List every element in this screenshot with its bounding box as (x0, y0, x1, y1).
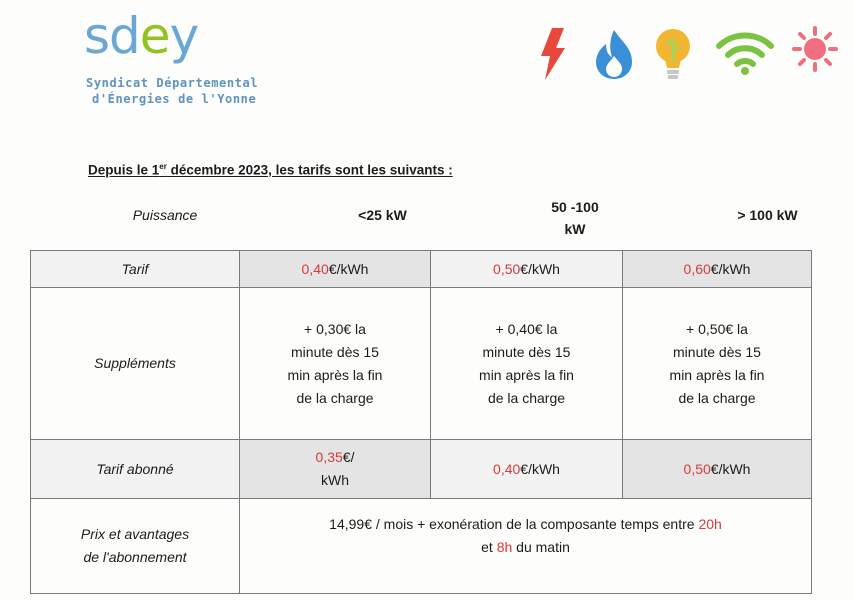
row-label-tarif: Tarif (31, 251, 240, 288)
table-row-abonnement (31, 499, 812, 594)
table-row-tarif (31, 251, 812, 288)
cell-supplements-c3: + 0,50€ la minute dès 15 min après la fin de la charge (623, 288, 812, 440)
logo-wordmark: sdey (84, 7, 199, 65)
cell-tarif-c3: 0,60€/kWh (623, 251, 812, 288)
cell-abonnement-details: 14,99€ / mois + exonération de la composante temps entre 20h et 8h du matin (240, 499, 812, 594)
header-50-100kw: 50 -100 kW (551, 199, 599, 237)
cell-supplements-c1: + 0,30€ la minute dès 15 min après la fin de la charge (240, 288, 431, 440)
cell-tarif-abonne-c1: 0,35€/ kWh (240, 440, 431, 499)
energy-icons (530, 26, 840, 86)
wifi-icon (715, 26, 775, 76)
header-under-25kw: <25 kW (358, 207, 407, 223)
sdey-logo (84, 7, 274, 110)
lightbulb-icon (652, 26, 694, 84)
sun-icon (792, 26, 838, 72)
header-puissance: Puissance (132, 207, 198, 223)
table-row-supplements (31, 288, 812, 440)
header-over-100kw: > 100 kW (737, 207, 798, 223)
cell-tarif-c1: 0,40€/kWh (240, 251, 431, 288)
cell-tarif-abonne-c2: 0,40€/kWh (431, 440, 623, 499)
row-label-abonnement: Prix et avantages de l'abonnement (31, 499, 240, 594)
row-label-supplements: Suppléments (31, 288, 240, 440)
lightning-icon (538, 26, 568, 82)
cell-supplements-c2: + 0,40€ la minute dès 15 min après la fin de la charge (431, 288, 623, 440)
logo-subtitle-line1: Syndicat Départemental (86, 76, 259, 90)
row-label-tarif-abonne: Tarif abonné (31, 440, 240, 499)
cell-tarif-abonne-c3: 0,50€/kWh (623, 440, 812, 499)
logo-subtitle-line2: d'Énergies de l'Yonne (92, 92, 257, 106)
table-row-tarif-abonne (31, 440, 812, 499)
tariffs-heading: Depuis le 1er décembre 2023, les tarifs sont les suivants : (88, 162, 453, 178)
flame-icon (592, 26, 636, 82)
cell-tarif-c2: 0,50€/kWh (431, 251, 623, 288)
tariffs-table (30, 250, 812, 594)
